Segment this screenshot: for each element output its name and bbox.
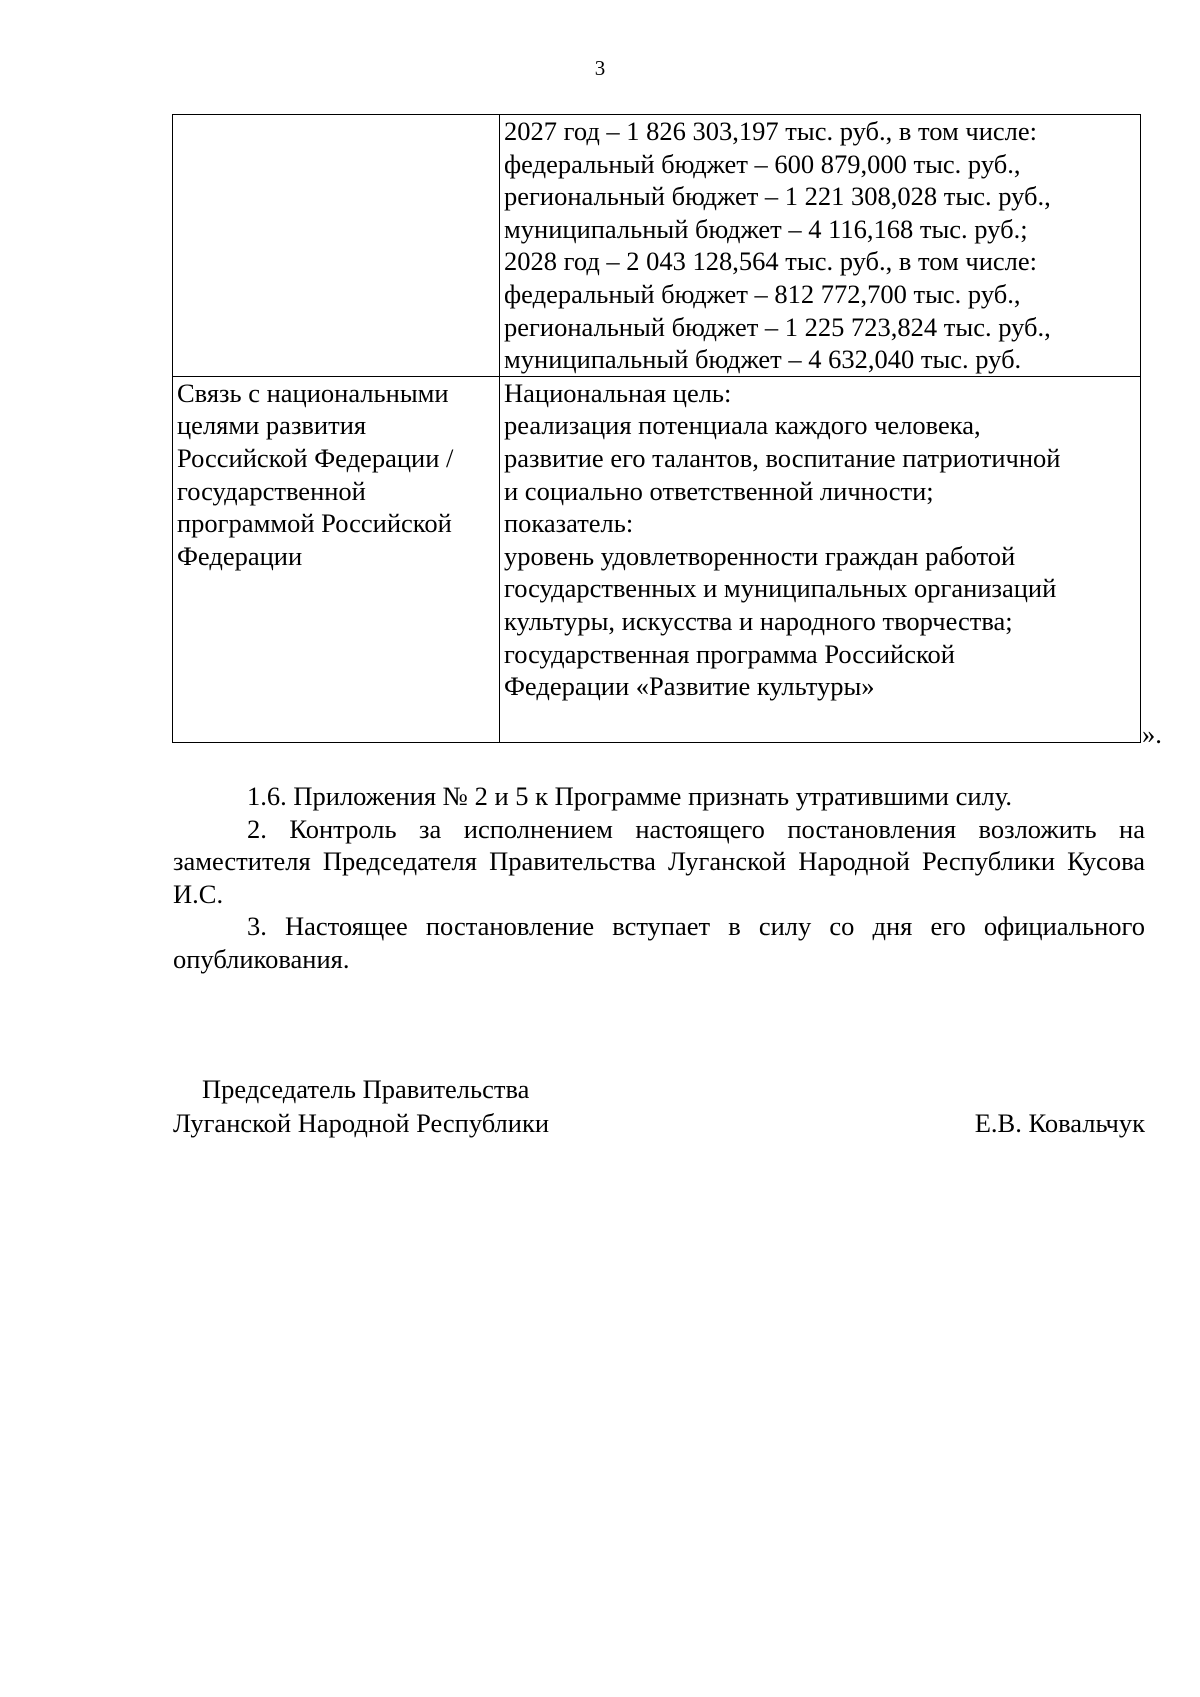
row-label-line: Связь с национальными [177,377,449,408]
table-row [173,376,1141,742]
table-cell-right [500,376,1141,742]
signatory-title-line-2: Луганской Народной Республики [173,1108,550,1138]
table-cell-right [500,115,1141,377]
signature-block [173,1072,1145,1140]
funding-line: 2027 год – 1 826 303,197 тыс. руб., в том числе: [504,116,1037,146]
funding-line: 2028 год – 2 043 128,564 тыс. руб., в том числе: [504,246,1037,277]
table-cell-left [173,115,500,377]
funding-line: региональный бюджет – 1 221 308,028 тыс. руб., [504,181,1051,212]
row-label-line: Российской Федерации / [177,442,454,473]
funding-line: федеральный бюджет – 600 879,000 тыс. руб., [504,148,1021,179]
funding-line: муниципальный бюджет – 4 116,168 тыс. руб.; [504,213,1028,244]
goal-line: Федерации «Развитие культуры» [504,671,875,702]
row-label-line: государственной [177,475,366,506]
funding-line: федеральный бюджет – 812 772,700 тыс. руб., [504,278,1021,309]
goal-line: реализация потенциала каждого человека, [504,410,981,441]
signatory-title-line-1: Председатель Правительства [202,1074,530,1104]
table-row [173,115,1141,377]
goal-line: культуры, искусства и народного творчества; [504,605,1013,636]
goal-line: уровень удовлетворенности граждан работой [504,540,1016,571]
funding-line: муниципальный бюджет – 4 632,040 тыс. руб. [504,344,1022,375]
paragraph-3: 3. Настоящее постановление вступает в силу со дня его официального опубликования. [173,911,1145,974]
goal-line: и социально ответственной личности; [504,475,934,506]
closing-quote: ». [1142,719,1162,749]
paragraph-2: 2. Контроль за исполнением настоящего постановления возложить на заместителя Председателя Правительства Луганской Народной Республики Кусова И.С. [173,813,1145,909]
signatory-name: Е.В. Ковальчук [974,1108,1145,1138]
goal-line: Национальная цель: [504,377,732,408]
goal-line: развитие его талантов, воспитание патриотичной [504,442,1061,473]
paragraph-1-6: 1.6. Приложения № 2 и 5 к Программе признать утратившими силу. [247,781,1013,811]
page-number: 3 [594,56,606,80]
goal-line: государственная программа Российской [504,638,955,669]
resolution-body [173,780,1145,976]
row-label-line: программой Российской [177,508,452,539]
funding-line: региональный бюджет – 1 225 723,824 тыс. руб., [504,311,1051,342]
row-label-line: Федерации [177,540,303,571]
goal-line: показатель: [504,508,634,539]
program-passport-table [172,114,1141,743]
row-label-line: целями развития [177,410,367,441]
table-cell-left [173,376,500,742]
goal-line: государственных и муниципальных организаций [504,573,1057,604]
